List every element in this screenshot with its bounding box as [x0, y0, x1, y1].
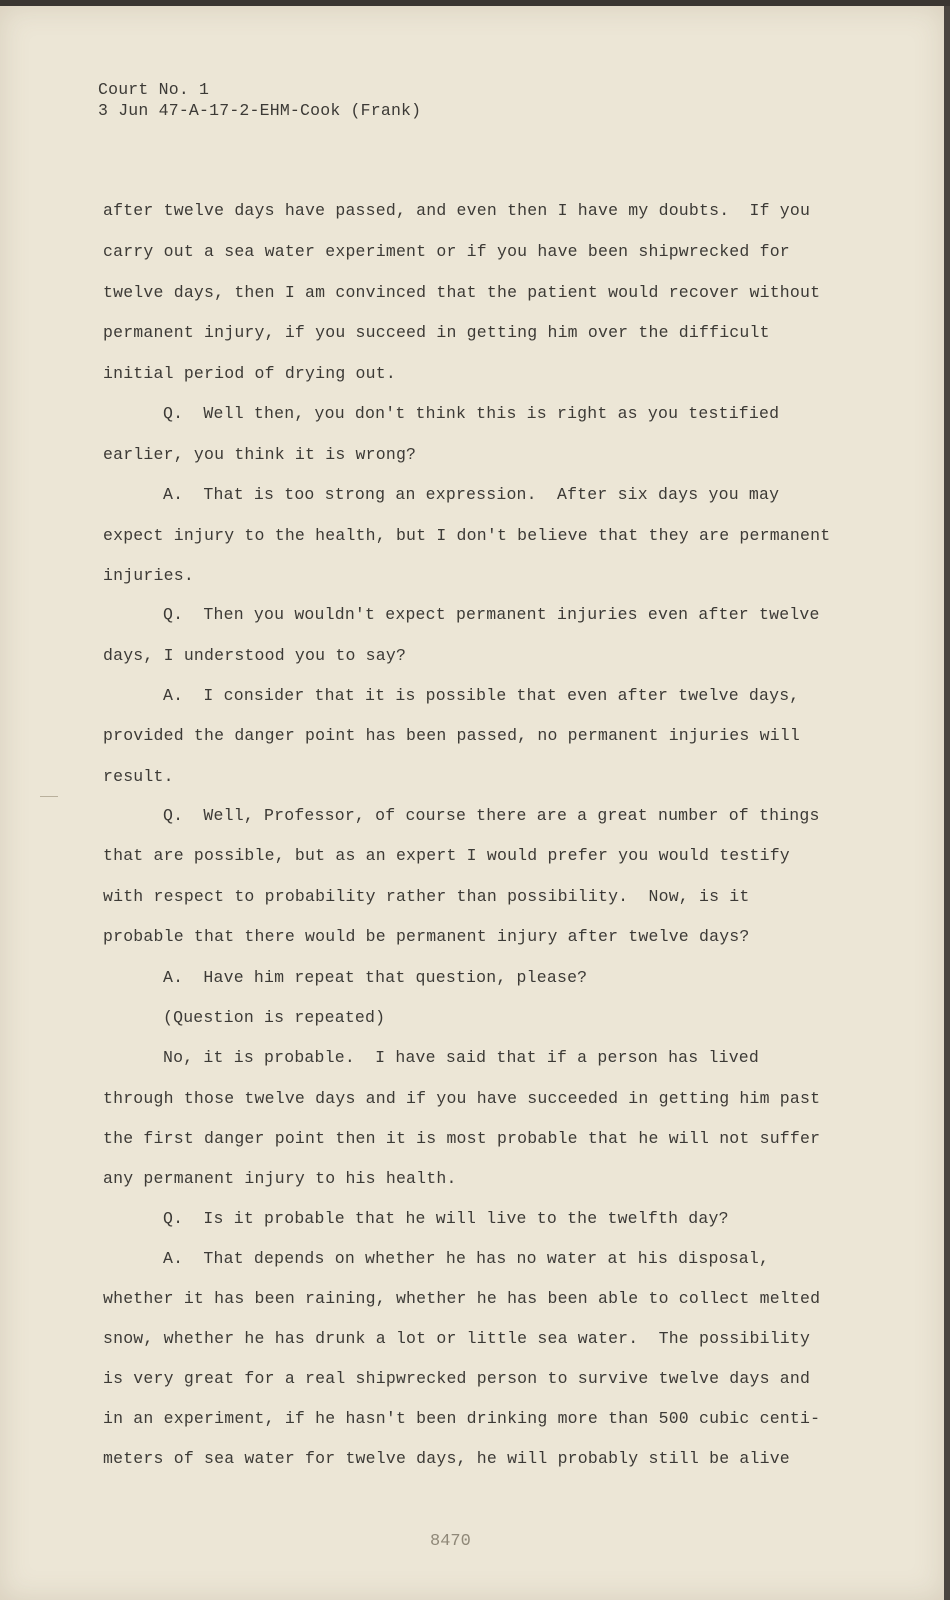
- text-line: twelve days, then I am convinced that the patient would recover without: [103, 283, 821, 302]
- text-line: through those twelve days and if you have succeeded in getting him past: [103, 1089, 821, 1108]
- text-line: whether it has been raining, whether he has been able to collect melted: [103, 1289, 821, 1308]
- text-line: permanent injury, if you succeed in getting him over the difficult: [103, 323, 770, 342]
- document-page: [0, 6, 944, 1600]
- text-line: provided the danger point has been passed, no permanent injuries will: [103, 726, 801, 745]
- text-line: result.: [103, 767, 174, 786]
- text-line: Q. Well, Professor, of course there are a great number of things: [163, 806, 820, 825]
- text-line: A. That is too strong an expression. After six days you may: [163, 485, 780, 504]
- text-line: snow, whether he has drunk a lot or little sea water. The possibility: [103, 1329, 811, 1348]
- header-court: Court No. 1: [98, 80, 210, 99]
- text-line: meters of sea water for twelve days, he will probably still be alive: [103, 1449, 790, 1468]
- text-line: the first danger point then it is most probable that he will not suffer: [103, 1129, 821, 1148]
- text-line: Q. Then you wouldn't expect permanent injuries even after twelve: [163, 605, 820, 624]
- page-number: 8470: [430, 1532, 471, 1551]
- text-line: earlier, you think it is wrong?: [103, 445, 417, 464]
- margin-mark: [40, 796, 58, 797]
- text-line: Q. Is it probable that he will live to the twelfth day?: [163, 1209, 729, 1228]
- text-line: after twelve days have passed, and even then I have my doubts. If you: [103, 201, 811, 220]
- text-line: that are possible, but as an expert I would prefer you would testify: [103, 846, 790, 865]
- text-line: (Question is repeated): [163, 1008, 386, 1027]
- text-line: probable that there would be permanent injury after twelve days?: [103, 927, 750, 946]
- text-line: expect injury to the health, but I don't believe that they are permanent: [103, 526, 831, 545]
- header-reference: 3 Jun 47-A-17-2-EHM-Cook (Frank): [98, 101, 422, 120]
- text-line: A. Have him repeat that question, please?: [163, 968, 588, 987]
- text-line: A. That depends on whether he has no water at his disposal,: [163, 1249, 770, 1268]
- text-line: initial period of drying out.: [103, 364, 396, 383]
- text-line: carry out a sea water experiment or if you have been shipwrecked for: [103, 242, 790, 261]
- text-line: is very great for a real shipwrecked person to survive twelve days and: [103, 1369, 811, 1388]
- text-line: injuries.: [103, 566, 194, 585]
- text-line: any permanent injury to his health.: [103, 1169, 457, 1188]
- text-line: days, I understood you to say?: [103, 646, 407, 665]
- text-line: Q. Well then, you don't think this is right as you testified: [163, 404, 780, 423]
- text-line: A. I consider that it is possible that even after twelve days,: [163, 686, 800, 705]
- text-line: No, it is probable. I have said that if a person has lived: [163, 1048, 759, 1067]
- text-line: in an experiment, if he hasn't been drinking more than 500 cubic centi-: [103, 1409, 821, 1428]
- text-line: with respect to probability rather than possibility. Now, is it: [103, 887, 750, 906]
